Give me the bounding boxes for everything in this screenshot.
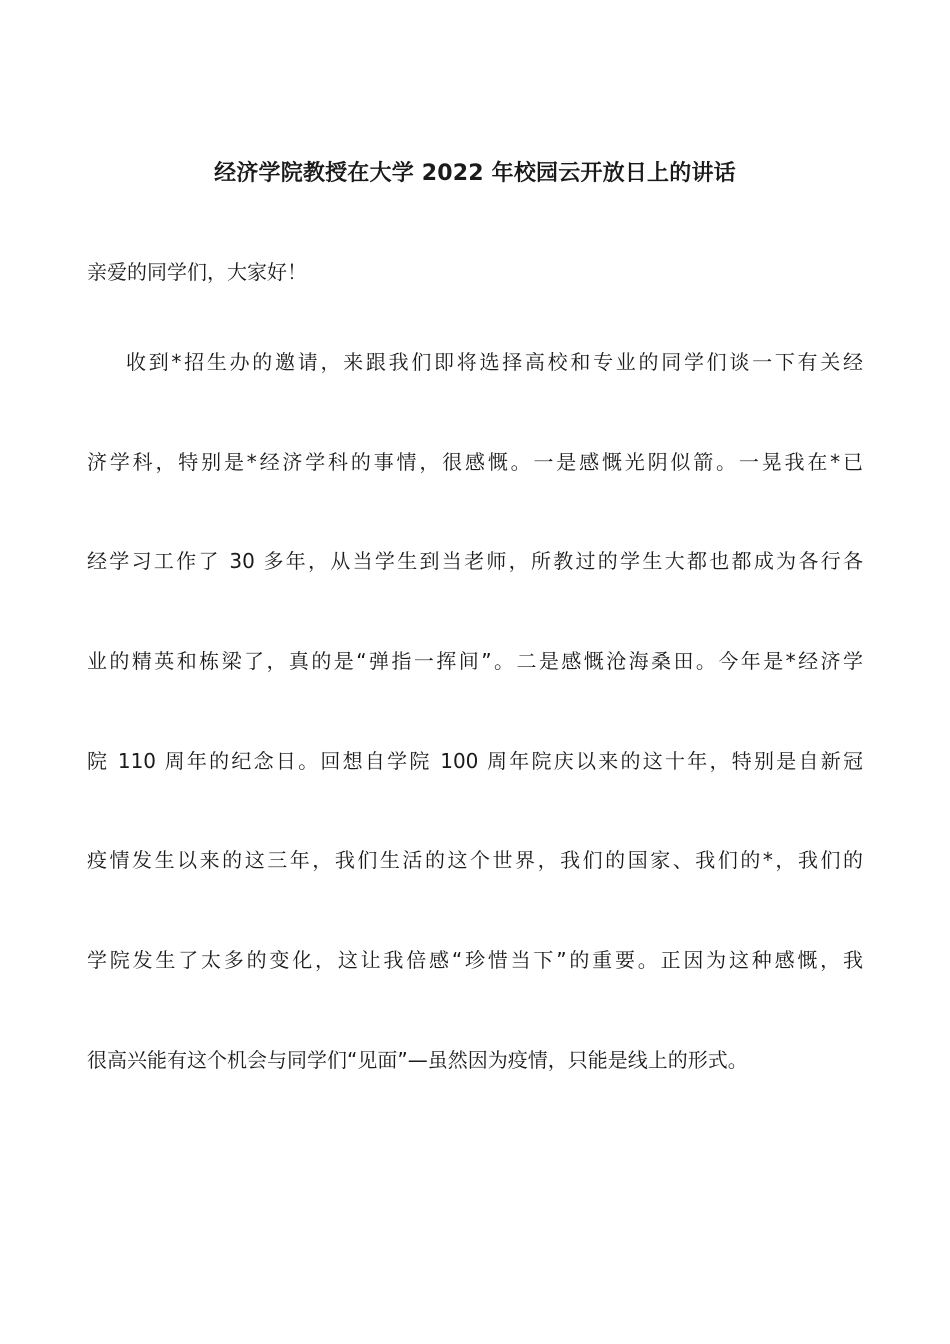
paragraph-line: 业的精英和栋梁了，真的是“弹指一挥间”。二是感慨沧海桑田。今年是*经济学: [87, 649, 863, 673]
paragraph-line: 济学科，特别是*经济学科的事情，很感慨。一是感慨光阴似箭。一晃我在*已: [87, 450, 863, 474]
paragraph-line: 经学习工作了 30 多年，从当学生到当老师，所教过的学生大都也都成为各行各: [87, 549, 863, 573]
paragraph-line: 收到*招生办的邀请，来跟我们即将选择高校和专业的同学们谈一下有关经: [126, 350, 863, 374]
paragraph-line: 疫情发生以来的这三年，我们生活的这个世界，我们的国家、我们的*，我们的: [87, 848, 863, 872]
document-title: 经济学院教授在大学 2022 年校园云开放日上的讲话: [214, 161, 736, 186]
paragraph-line: 学院发生了太多的变化，这让我倍感“珍惜当下”的重要。正因为这种感慨，我: [87, 948, 863, 972]
greeting-line: 亲爱的同学们，大家好！: [87, 260, 307, 284]
paragraph-line: 很高兴能有这个机会与同学们“见面”—虽然因为疫情，只能是线上的形式。: [87, 1048, 748, 1072]
paragraph-line: 院 110 周年的纪念日。回想自学院 100 周年院庆以来的这十年，特别是自新冠: [87, 749, 863, 773]
